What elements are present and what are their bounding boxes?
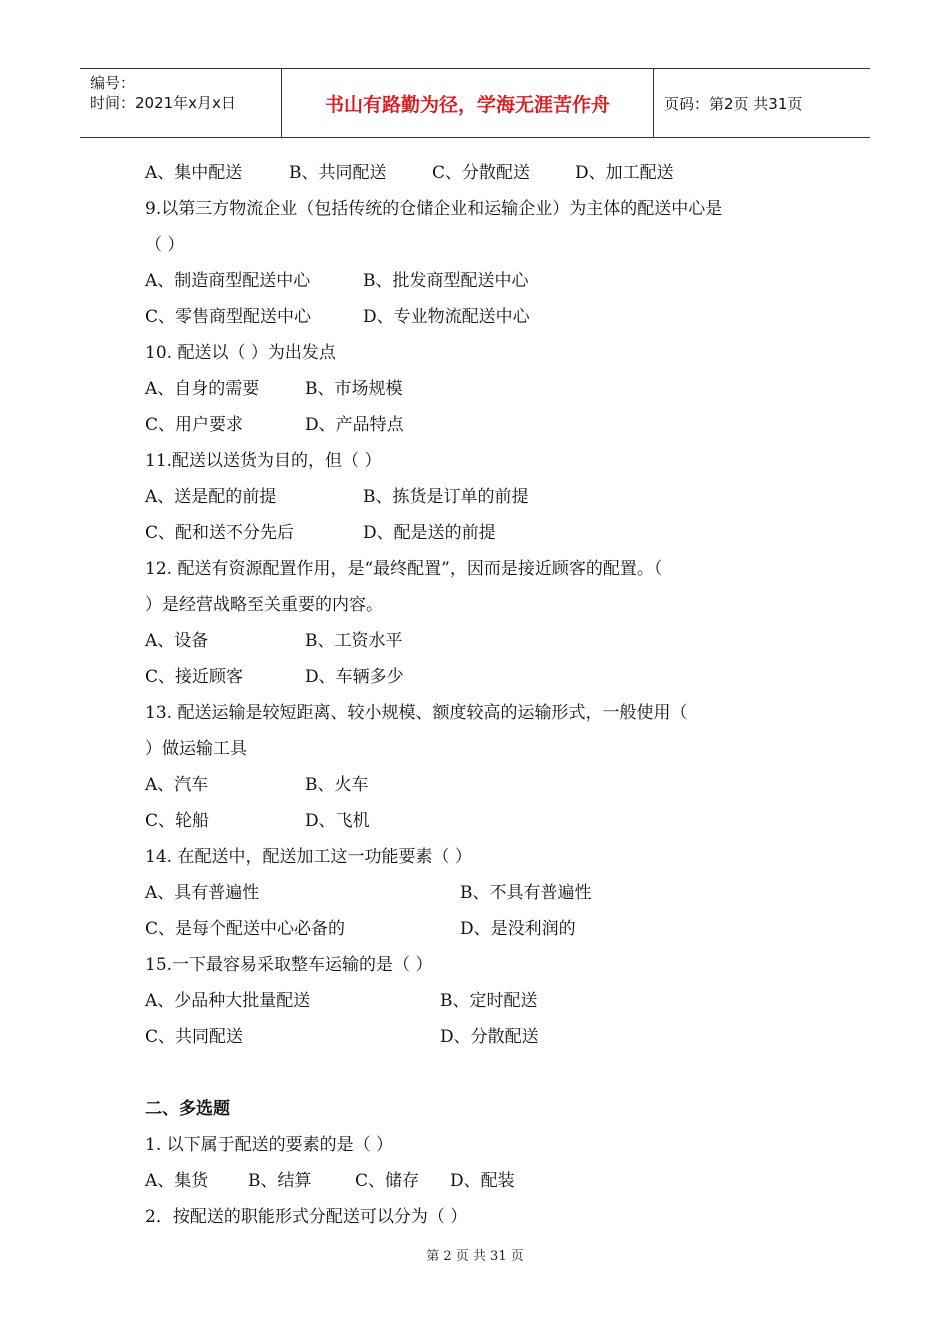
option-row bbox=[145, 299, 825, 335]
option-row bbox=[145, 911, 825, 947]
answer-option: C、共同配送 bbox=[145, 1027, 244, 1047]
answer-option: A、送是配的前提 bbox=[145, 487, 277, 507]
option-row bbox=[145, 983, 825, 1019]
header-meta bbox=[80, 69, 282, 137]
answer-option: B、定时配送 bbox=[440, 991, 538, 1011]
answer-option: B、结算 bbox=[248, 1171, 312, 1191]
option-row bbox=[145, 515, 825, 551]
answer-option: B、工资水平 bbox=[305, 631, 403, 651]
option-row bbox=[145, 659, 825, 695]
option-row bbox=[145, 479, 825, 515]
answer-option: B、批发商型配送中心 bbox=[363, 271, 529, 291]
question-line: 12. 配送有资源配置作用，是“最终配置”，因而是接近顾客的配置。（ bbox=[145, 559, 663, 579]
question-line: 13. 配送运输是较短距离、较小规模、额度较高的运输形式，一般使用（ bbox=[145, 703, 688, 723]
option-row bbox=[145, 803, 825, 839]
answer-option: D、分散配送 bbox=[440, 1027, 539, 1047]
answer-option: C、分散配送 bbox=[432, 163, 531, 183]
question-line: 2．按配送的职能形式分配送可以分为（ ） bbox=[145, 1207, 468, 1227]
answer-option: D、配装 bbox=[450, 1171, 515, 1191]
answer-option: A、少品种大批量配送 bbox=[145, 991, 311, 1011]
answer-option: C、配和送不分先后 bbox=[145, 523, 295, 543]
answer-option: A、汽车 bbox=[145, 775, 209, 795]
option-row bbox=[145, 1163, 825, 1199]
answer-option: D、配是送的前提 bbox=[363, 523, 496, 543]
answer-option: C、轮船 bbox=[145, 811, 210, 831]
answer-option: C、是每个配送中心必备的 bbox=[145, 919, 346, 939]
question-line: 1. 以下属于配送的要素的是（ ） bbox=[145, 1135, 394, 1155]
answer-option: B、共同配送 bbox=[289, 163, 387, 183]
answer-option: C、储存 bbox=[355, 1171, 420, 1191]
answer-option: D、车辆多少 bbox=[305, 667, 404, 687]
answer-option: B、不具有普遍性 bbox=[460, 883, 592, 903]
question-line: 11.配送以送货为目的，但（ ） bbox=[145, 451, 382, 471]
answer-option: C、零售商型配送中心 bbox=[145, 307, 312, 327]
question-line: 15.一下最容易采取整车运输的是（ ） bbox=[145, 955, 433, 975]
option-row bbox=[145, 263, 825, 299]
answer-option: A、自身的需要 bbox=[145, 379, 260, 399]
answer-option: C、用户要求 bbox=[145, 415, 244, 435]
answer-option: B、拣货是订单的前提 bbox=[363, 487, 529, 507]
question-line: （ ） bbox=[145, 235, 185, 255]
answer-option: D、专业物流配送中心 bbox=[363, 307, 530, 327]
answer-option: B、火车 bbox=[305, 775, 369, 795]
answer-option: D、产品特点 bbox=[305, 415, 404, 435]
section-heading: 二、多选题 bbox=[145, 1099, 230, 1119]
question-line: ）是经营战略至关重要的内容。 bbox=[145, 595, 383, 615]
question-line: 10. 配送以（ ）为出发点 bbox=[145, 343, 336, 363]
question-line bbox=[145, 1055, 825, 1091]
option-row bbox=[145, 155, 825, 191]
header-motto: 书山有路勤为径，学海无涯苦作舟 bbox=[282, 69, 654, 137]
option-row bbox=[145, 767, 825, 803]
answer-option: D、是没利润的 bbox=[460, 919, 576, 939]
answer-option: C、接近顾客 bbox=[145, 667, 244, 687]
header-page-info: 页码：第2页 共31页 bbox=[664, 94, 803, 113]
answer-option: B、市场规模 bbox=[305, 379, 403, 399]
date-line: 时间：2021年x月x日 bbox=[90, 94, 236, 112]
question-body bbox=[145, 155, 825, 1235]
page-header bbox=[80, 68, 870, 138]
page-footer: 第 2 页 共 31 页 bbox=[426, 1249, 524, 1264]
answer-option: A、具有普遍性 bbox=[145, 883, 260, 903]
answer-option: D、加工配送 bbox=[575, 163, 674, 183]
answer-option: D、飞机 bbox=[305, 811, 370, 831]
answer-option: A、集中配送 bbox=[145, 163, 243, 183]
question-line: 14. 在配送中，配送加工这一功能要素（ ） bbox=[145, 847, 472, 867]
serial-label: 编号： bbox=[90, 74, 136, 92]
question-line: 9.以第三方物流企业（包括传统的仓储企业和运输企业）为主体的配送中心是 bbox=[145, 199, 723, 219]
option-row bbox=[145, 623, 825, 659]
answer-option: A、集货 bbox=[145, 1171, 209, 1191]
answer-option: A、制造商型配送中心 bbox=[145, 271, 311, 291]
option-row bbox=[145, 1019, 825, 1055]
question-line: ）做运输工具 bbox=[145, 739, 247, 759]
answer-option: A、设备 bbox=[145, 631, 209, 651]
option-row bbox=[145, 371, 825, 407]
option-row bbox=[145, 875, 825, 911]
option-row bbox=[145, 407, 825, 443]
